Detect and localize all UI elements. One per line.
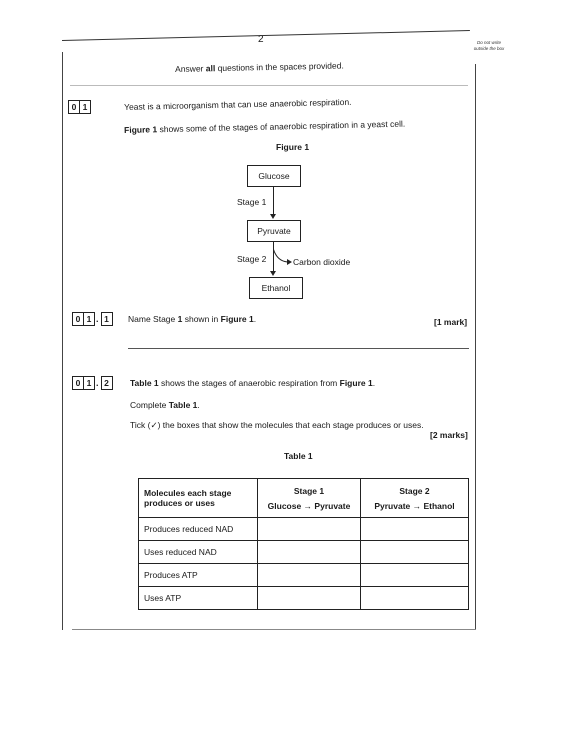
question-01-2-line1: Table 1 shows the stages of anaerobic respiration from Figure 1. [130, 378, 376, 388]
tick-box-stage1[interactable] [258, 587, 361, 610]
question-number-01-1: 0 1 . 1 [72, 312, 112, 326]
table-header-row [139, 479, 469, 518]
table-header-molecules: Molecules each stage produces or uses [139, 479, 258, 518]
frame-top-border [62, 30, 470, 41]
figure-title: Figure 1 [276, 142, 310, 152]
tick-box-stage2[interactable] [361, 587, 469, 610]
question-intro: Yeast is a microorganism that can use anaerobic respiration. [124, 96, 352, 112]
row-label: Produces ATP [139, 564, 258, 587]
marks-label: [1 mark] [434, 317, 468, 327]
table-header-stage1: Stage 1 Glucose → Pyruvate [258, 479, 361, 518]
page-number: 2 [258, 34, 264, 45]
question-01-1-text: Name Stage 1 shown in Figure 1. [128, 314, 257, 324]
question-number-01: 0 1 [68, 100, 90, 114]
divider [70, 85, 468, 86]
pyruvate-box: Pyruvate [247, 220, 301, 242]
table-row [139, 541, 469, 564]
question-number-01-2: 0 1 . 2 [72, 376, 112, 390]
stages-table [138, 478, 469, 610]
answer-line[interactable] [128, 348, 469, 349]
marks-label: [2 marks] [430, 430, 468, 440]
stage1-label: Stage 1 [237, 197, 267, 207]
carbon-dioxide-label: Carbon dioxide [293, 257, 351, 267]
exam-instruction: Answer all questions in the spaces provided. [175, 60, 344, 74]
table-row [139, 564, 469, 587]
tick-box-stage1[interactable] [258, 564, 361, 587]
tick-box-stage1[interactable] [258, 518, 361, 541]
table-row [139, 587, 469, 610]
frame-right-border [475, 64, 476, 630]
stage1-arrow-line [273, 186, 274, 214]
row-label: Uses reduced NAD [139, 541, 258, 564]
frame-bottom-border [72, 629, 476, 630]
arrowhead-icon [270, 271, 276, 276]
tick-box-stage1[interactable] [258, 541, 361, 564]
question-01-2-instruction: Tick (✓) the boxes that show the molecules that each stage produces or uses. [130, 420, 424, 430]
tick-box-stage2[interactable] [361, 518, 469, 541]
tick-box-stage2[interactable] [361, 541, 469, 564]
figure-reference: Figure 1 shows some of the stages of anaerobic respiration in a yeast cell. [124, 118, 406, 135]
glucose-box: Glucose [247, 165, 301, 187]
arrowhead-icon [270, 214, 276, 219]
table-header-stage2: Stage 2 Pyruvate → Ethanol [361, 479, 469, 518]
table-row [139, 518, 469, 541]
row-label: Produces reduced NAD [139, 518, 258, 541]
stage2-label: Stage 2 [237, 254, 267, 264]
frame-left-border [62, 52, 63, 630]
table-title: Table 1 [284, 451, 313, 461]
tick-box-stage2[interactable] [361, 564, 469, 587]
row-label: Uses ATP [139, 587, 258, 610]
ethanol-box: Ethanol [249, 277, 303, 299]
question-01-2-line2: Complete Table 1. [130, 400, 200, 410]
margin-note: Do not write outside the box [473, 40, 505, 51]
branch-arrow-icon [273, 248, 295, 268]
